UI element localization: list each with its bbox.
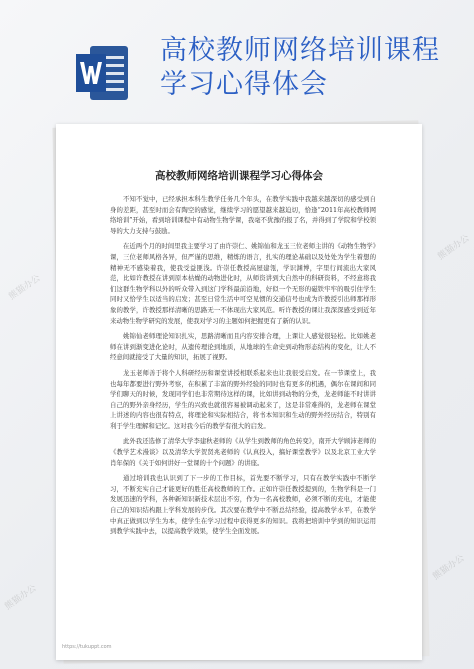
page-title-line-2: 学习心得体会	[160, 69, 328, 100]
page-title	[160, 34, 460, 102]
paragraph: 通过培训我也认识到了下一步的工作目标，首先要不断学习，只有在教学实践中不断学习，不断充实自己才能更好的胜任高校教师的工作。正如许崇任教授提到的，生物学科是一门发展迅速的学科，各种新知识新技术层出不穷，作为一名高校教师，必须不断的充电，才能使自己的知识结构跟上学科发展的步伐。其次要在教学中不断总结经验，提高教学水平，在教学中真正做到以学生为本，使学生在学习过程中获得更多的知识。我将把培训中学到的知识运用到教学实践中去，以提高教学效果，使学生全面发展。	[110, 474, 376, 536]
footer-url: https://tukuppt.com	[62, 644, 112, 650]
paragraph: 此外我还选修了清华大学李建秋老师的《从学生到教师的角色转变》，南开大学顾沛老师的《教学艺术漫谈》以及清华大学贺贤兆老师的《认真投入，搞好课堂教学》以及北京工业大学肖年保的《关于如何讲好一堂课的十个问题》的讲座。	[110, 437, 376, 467]
watermark: 熊猫办公	[7, 273, 43, 303]
watermark: 熊猫办公	[436, 233, 472, 263]
document-body	[110, 194, 376, 630]
word-app-icon	[76, 44, 130, 102]
watermark: 熊猫办公	[3, 583, 39, 613]
paragraph: 龙玉老师善于将个人科研经历和课堂讲授相联系起来也让我很受启发。在一节课堂上，我也每年都要进行野外考察，在积累了丰富的野外经验的同时也有更多的机遇，偶尔在课间和同学们聊天的时候，发现同学们也非常期待这样的课，比如讲到动物的分类，龙老师能不时讲讲自己的野外亲身经历，学生的兴致也就很容易被调动起来了，这是非常难得的，龙老师在课堂上讲述的内容也很有特点，将理论和实际相结合，将书本知识和生动的野外经历结合，特别有利于学生理解和记忆。这对我今后的教学有很大的启发。	[110, 368, 376, 430]
paragraph: 在近两个月的时间里我主要学习了由许崇仁、姚锦仙和龙玉三位老师主讲的《动物生物学》课，三位老师风格各异，但严谨的思维，精炼的语言，扎实的理论基础以及处处为学生着想的精神无不感染着我，使我受益匪浅。许崇任教授高屋建瓴，学识渊博，字里行间流出大家风范，比如许教授在讲到原本枯燥的动物进化时，从师资讲到大自然中的科研资料，不经意将我们这群生物学科以外的听众带入到这门学科最前沿地，好似一个无形的磁铁牢牢的吸引住学生同时又恰学生以适当的启发；甚至日常生活中可空见惯的交通信号也成为许教授引出师那样形象的教学，许教授那样清晰的思路无一不体现出大家风范。听许教授的课让我深深感受到近年来动物生物学研究的发展，使我对学习的主题如何把握更有了新的认识。	[110, 242, 376, 325]
paragraph: 不知不觉中，已经承担本科生教学任务几个年头，在教学实践中我越来越深切的感受到自身的差距，甚至时而会有陶空的感觉，继续学习的愿望越来越迫切，恰逢“2011年高校教师网络培训”开始，看到培训课程中有动物生物学课，我毫不犹豫的报了名，并得到了学院和学校领导的大力支持与鼓励。	[110, 195, 376, 235]
document-title: 高校教师网络培训课程学习心得体会	[155, 170, 323, 182]
document-page	[56, 124, 422, 660]
paragraph: 姚锦仙老师理论知识扎实，思路清晰而且内容安排合理，上课让人感觉很轻松。比如姚老师在讲到渐变进化论时，从遗传理论到地质，从地球的生命史到动物形态结构的变化，让人不经意间就接受了大量的知识，拓展了视野。	[110, 332, 376, 362]
watermark: 熊猫办公	[431, 553, 467, 583]
page-title-line-1: 高校教师网络培训课程	[160, 35, 440, 66]
